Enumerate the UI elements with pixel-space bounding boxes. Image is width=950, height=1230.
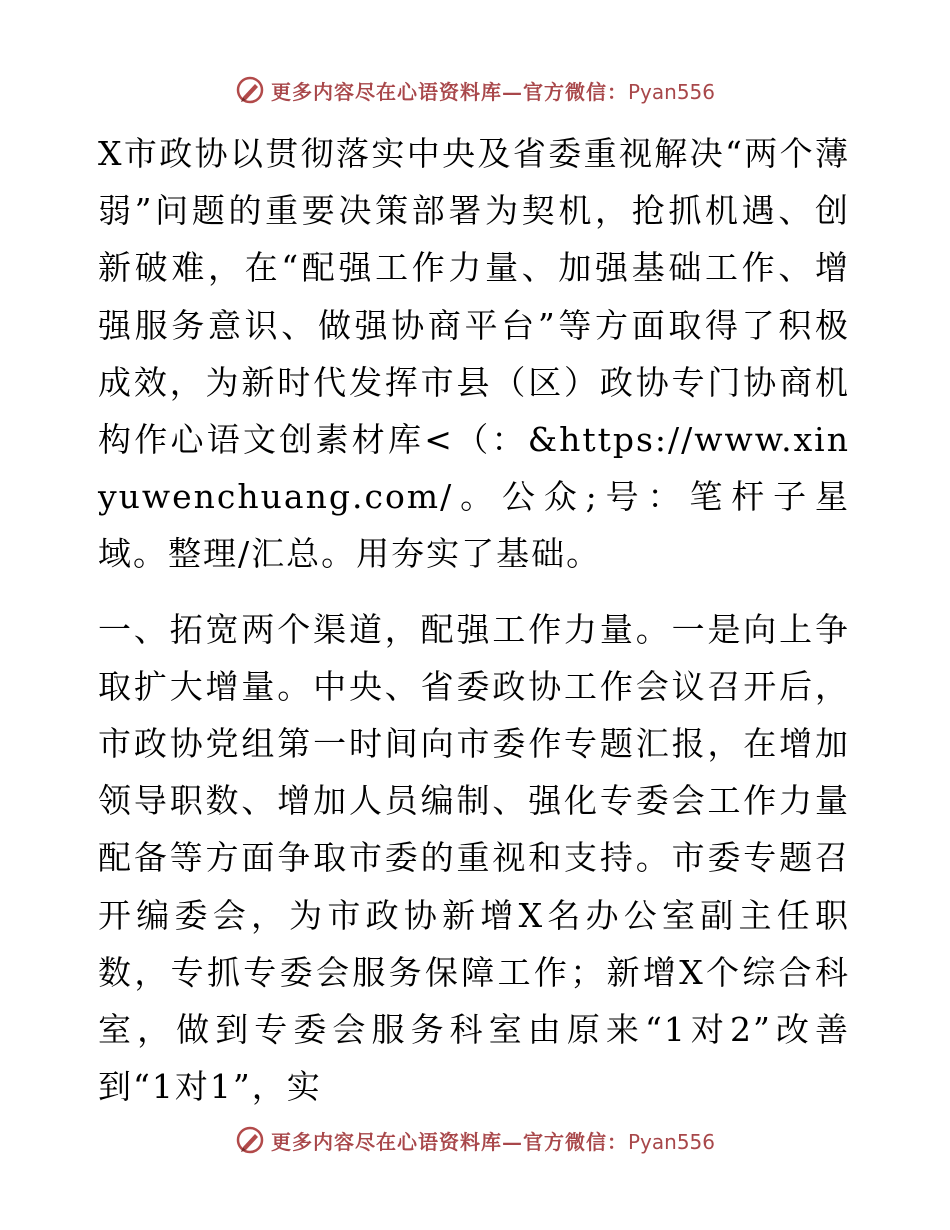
pen-logo-icon	[235, 1125, 265, 1155]
header-banner-text	[271, 76, 715, 105]
footer-text: 更多内容尽在心语资料库—官方微信：	[270, 1129, 628, 1154]
pen-logo-icon	[235, 75, 265, 105]
footer-banner-text	[271, 1126, 715, 1155]
header-text: 更多内容尽在心语资料库—官方微信：	[270, 79, 628, 104]
header-handle: Pyan556	[627, 79, 715, 104]
footer-banner	[0, 1123, 950, 1157]
document-body	[98, 125, 850, 1115]
header-banner	[0, 73, 950, 107]
footer-handle: Pyan556	[627, 1129, 715, 1154]
paragraph-section-one: 一、拓宽两个渠道，配强工作力量。一是向上争取扩大增量。中央、省委政协工作会议召开后，市政协党组第一时间向市委作专题汇报，在增加领导职数、增加人员编制、强化专委会工作力量配备等方面争取市委的重视和支持。市委专题召开编委会，为市政协新增X名办公室副主任职数，专抓专委会服务保障工作；新增X个综合科室，做到专委会服务科室由原来“1对2”改善到“1对1”，实	[98, 609, 850, 1107]
paragraph-intro: X市政协以贯彻落实中央及省委重视解决“两个薄弱”问题的重要决策部署为契机，抢抓机遇、创新破难，在“配强工作力量、加强基础工作、增强服务意识、做强协商平台”等方面取得了积极成效，为新时代发挥市县（区）政协专门协商机构作心语文创素材库<（：&https://www.xinyuwenchuang.com/。公众;号：笔杆子星域。整理/汇总。用夯实了基础。	[98, 134, 850, 574]
